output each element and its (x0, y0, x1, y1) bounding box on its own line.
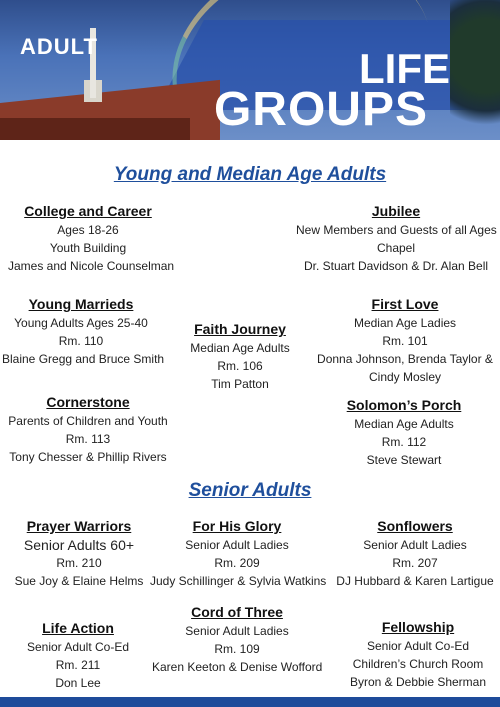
group-leaders: Tim Patton (211, 377, 269, 391)
group-leaders: James and Nicole Counselman (8, 259, 175, 273)
section-title-senior: Senior Adults (188, 480, 312, 501)
group-audience: Ages 18-26 (57, 223, 119, 237)
group-name: Life Action (42, 620, 114, 636)
group-room: Rm. 106 (217, 359, 263, 373)
group-leaders-cont: Cindy Mosley (368, 370, 442, 384)
group-prayer-warriors (8, 518, 150, 590)
group-name: Young Marrieds (28, 296, 134, 312)
section-title-young: Young and Median Age Adults (113, 164, 387, 185)
group-room: Rm. 207 (392, 556, 438, 570)
group-leaders: Dr. Stuart Davidson & Dr. Alan Bell (303, 259, 489, 273)
group-name: Cornerstone (46, 394, 130, 410)
header-groups: GROUPS (213, 83, 428, 136)
group-name: Prayer Warriors (26, 518, 132, 534)
group-audience: Senior Adult Ladies (185, 624, 289, 638)
church-roof-shadow (0, 118, 190, 140)
group-room: Chapel (376, 241, 416, 255)
group-leaders: Judy Schillinger & Sylvia Watkins (150, 574, 327, 588)
group-room: Rm. 211 (55, 658, 101, 672)
group-room: Rm. 210 (56, 556, 102, 570)
group-room: Rm. 101 (382, 334, 428, 348)
group-leaders: DJ Hubbard & Karen Lartigue (336, 574, 494, 588)
header-adult: ADULT (20, 34, 98, 59)
group-leaders: Tony Chesser & Phillip Rivers (9, 450, 167, 464)
group-first-love (316, 296, 494, 386)
group-name: For His Glory (192, 518, 282, 534)
group-name: First Love (371, 296, 439, 312)
group-leaders: Sue Joy & Elaine Helms (14, 574, 144, 588)
group-name: Sonflowers (377, 518, 453, 534)
group-name: Faith Journey (194, 321, 286, 337)
group-audience: Parents of Children and Youth (8, 414, 168, 428)
group-room: Children’s Church Room (352, 657, 484, 671)
group-fellowship (346, 619, 490, 691)
group-name: Solomon’s Porch (346, 397, 462, 413)
group-cord-of-three (152, 604, 322, 676)
header-life: LIFE (359, 45, 450, 92)
group-faith-journey (170, 321, 310, 393)
group-room: Rm. 109 (214, 642, 260, 656)
group-name: Jubilee (371, 203, 421, 219)
group-room: Rm. 209 (214, 556, 260, 570)
group-jubilee (296, 203, 496, 275)
group-solomons-porch (332, 397, 476, 469)
group-room: Rm. 113 (65, 432, 111, 446)
group-audience: Young Adults Ages 25-40 (14, 316, 148, 330)
group-college-and-career (8, 203, 175, 275)
group-young-marrieds (2, 296, 165, 368)
group-cornerstone (4, 394, 172, 466)
tree-image (450, 0, 500, 140)
group-name: Cord of Three (191, 604, 283, 620)
group-leaders: Blaine Gregg and Bruce Smith (2, 352, 165, 366)
group-audience: Senior Adult Co-Ed (366, 639, 470, 653)
group-leaders: Donna Johnson, Brenda Taylor & (317, 352, 493, 366)
group-room: Rm. 112 (381, 435, 427, 449)
group-audience: Median Age Adults (190, 341, 290, 355)
group-life-action (20, 620, 136, 692)
header-banner (0, 0, 500, 140)
group-leaders: Steve Stewart (366, 453, 442, 467)
group-audience: Senior Adults 60+ (23, 537, 135, 553)
group-audience: New Members and Guests of all Ages (296, 223, 497, 237)
footer-bar (0, 697, 500, 707)
group-audience: Senior Adult Ladies (185, 538, 289, 552)
group-name: College and Career (24, 203, 152, 219)
group-room: Youth Building (49, 241, 127, 255)
group-name: Fellowship (381, 619, 455, 635)
group-audience: Senior Adult Ladies (363, 538, 467, 552)
group-for-his-glory (150, 518, 327, 590)
group-room: Rm. 110 (58, 334, 104, 348)
group-leaders: Don Lee (55, 676, 101, 690)
group-audience: Median Age Adults (354, 417, 454, 431)
group-audience: Median Age Ladies (353, 316, 457, 330)
group-audience: Senior Adult Co-Ed (26, 640, 130, 654)
group-sonflowers (336, 518, 494, 590)
group-leaders: Byron & Debbie Sherman (349, 675, 487, 689)
group-leaders: Karen Keeton & Denise Wofford (152, 660, 323, 674)
